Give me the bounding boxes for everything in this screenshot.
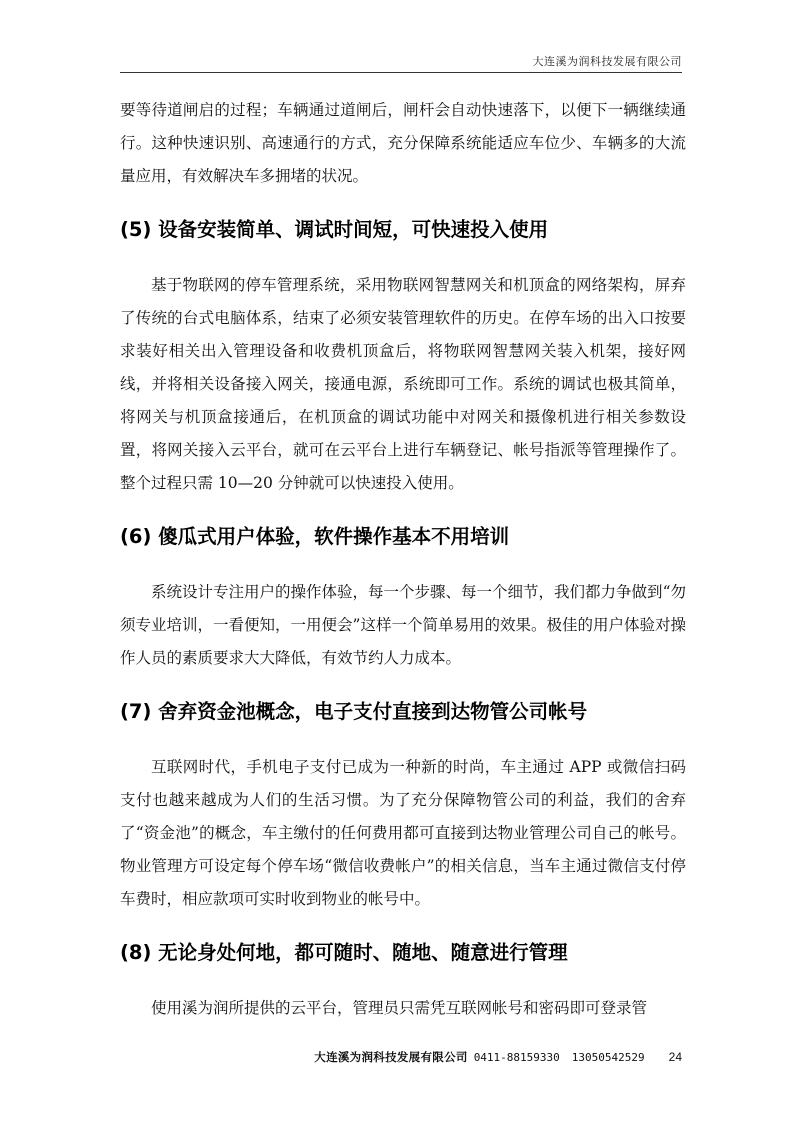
document-body — [120, 94, 686, 1025]
section-heading-7: (7) 舍弃资金池概念，电子支付直接到达物管公司帐号 — [120, 700, 588, 723]
paragraph-section-7: 互联网时代，手机电子支付已成为一种新的时尚，车主通过 APP 或微信扫码支付也越来越成为人们的生活习惯。为了充分保障物管公司的利益，我们的舍弃了“资金池”的概念，车主缴付的任何费用都可直接到达物业管理公司自己的帐号。物业管理方可设定每个停车场“微信收费帐户”的相关信息，当车主通过微信支付停车费时，相应款项可实时收到物业的帐号中。 — [120, 758, 686, 908]
paragraph-continuation: 要等待道闸启的过程；车辆通过道闸后，闸杆会自动快速落下，以便下一辆继续通行。这种快速识别、高速通行的方式，充分保障系统能适应车位少、车辆多的大流量应用，有效解决车多拥堵的状况。 — [120, 101, 686, 185]
paragraph-section-5: 基于物联网的停车管理系统，采用物联网智慧网关和机顶盒的网络架构，屏弃了传统的台式电脑体系，结束了必须安装管理软件的历史。在停车场的出入口按要求装好相关出入管理设备和收费机顶盒后，将物联网智慧网关装入机架，接好网线，并将相关设备接入网关，接通电源，系统即可工作。系统的调试也极其简单，将网关与机顶盒接通后，在机顶盒的调试功能中对网关和摄像机进行相关参数设置，将网关接入云平台，就可在云平台上进行车辆登记、帐号指派等管理操作了。整个过程只需 10—20 分钟就可以快速投入使用。 — [120, 276, 686, 492]
page-footer — [120, 1049, 682, 1065]
header-divider — [120, 72, 682, 73]
footer-phone: 0411-88159330 — [473, 1051, 560, 1064]
header-company-name: 大连溪为润科技发展有限公司 — [532, 55, 682, 68]
paragraph-section-6: 系统设计专注用户的操作体验，每一个步骤、每一个细节，我们都力争做到“勿须专业培训，一看便知，一用便会”这样一个简单易用的效果。极佳的用户体验对操作人员的素质要求大大降低，有效节约人力成本。 — [120, 583, 686, 667]
page-number: 24 — [668, 1050, 682, 1064]
section-heading-5: (5) 设备安装简单、调试时间短，可快速投入使用 — [120, 218, 549, 241]
section-heading-6: (6) 傻瓜式用户体验，软件操作基本不用培训 — [120, 525, 510, 548]
footer-mobile: 13050542529 — [571, 1051, 645, 1064]
section-heading-8: (8) 无论身处何地，都可随时、随地、随意进行管理 — [120, 941, 568, 964]
paragraph-section-8: 使用溪为润所提供的云平台，管理员只需凭互联网帐号和密码即可登录管 — [151, 999, 648, 1017]
footer-company-name: 大连溪为润科技发展有限公司 — [314, 1050, 468, 1064]
